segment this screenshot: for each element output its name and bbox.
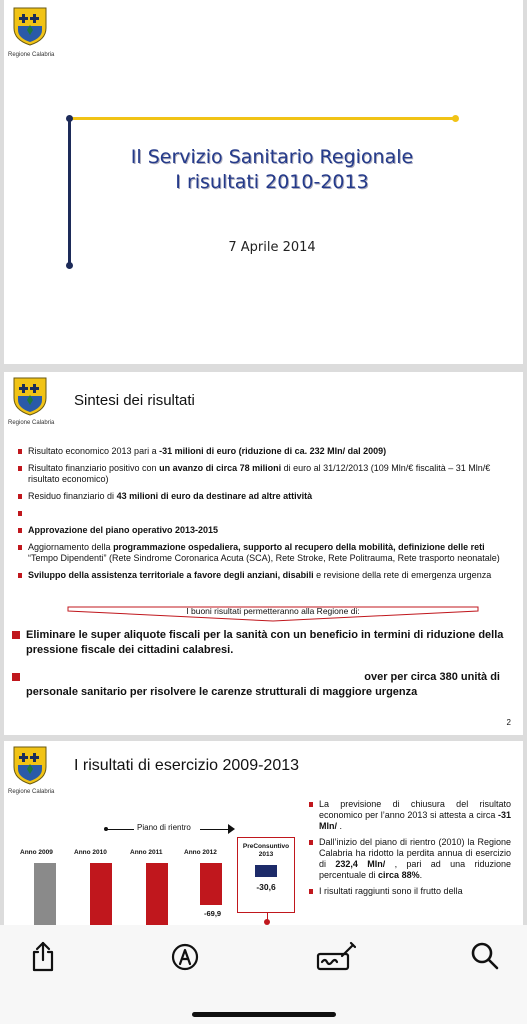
banner-text: I buoni risultati permetteranno alla Regione di: <box>186 606 360 616</box>
bar-2013 <box>255 865 277 877</box>
slide-title: I risultati di esercizio 2009-2013 <box>74 757 300 774</box>
share-icon[interactable] <box>28 940 58 972</box>
bullet-item: Risultato finanziario positivo con un avanzo di circa 78 milioni di euro al 31/12/2013 (109 Mln/€ fiscalità – 31 Mln/€ risultato economico) <box>18 463 512 485</box>
regione-calabria-crest-icon <box>12 745 48 785</box>
results-bullet-list <box>309 799 511 902</box>
title-line-2: I risultati 2010-2013 <box>175 171 369 193</box>
bullet-item: Dall’inizio del piano di rientro (2010) la Regione Calabria ha ridotto la perdita annua di esercizio di 232,4 Mln/ , pari ad una riduzione percentuale di circa 88%. <box>309 837 511 881</box>
bullet-item: La previsione di chiusura del risultato economico per l’anno 2013 si attesta a circa -31 Mln/ . <box>309 799 511 832</box>
home-indicator <box>192 1012 336 1017</box>
slide-title: Sintesi dei risultati <box>74 392 195 409</box>
bullet-item: Aggiornamento della programmazione ospedaliera, supporto al recupero della mobilità, definizione delle reti “Tempo Dipendenti” (Rete Sindrome Coronarica Acuta (SCA), Rete Stroke, Rete Politrauma, Rete trasporto neonatale) <box>18 542 512 564</box>
bullet-item: I risultati raggiunti sono il frutto della <box>309 886 511 897</box>
goal-item-2-line-1: over per circa 380 unità di <box>364 671 500 683</box>
value-label-2012: -69,9 <box>204 909 222 918</box>
slide-1[interactable] <box>4 0 523 364</box>
regione-calabria-crest-icon <box>12 376 48 416</box>
goal-item-1: Eliminare le super aliquote fiscali per la sanità con un beneficio in termini di riduzione della pressione fiscale dei cittadini calabresi. <box>12 628 508 658</box>
decorative-dot-top <box>66 115 73 122</box>
regione-calabria-crest-icon <box>12 6 48 46</box>
decorative-yellow-line <box>70 117 456 120</box>
region-label: Regione Calabria <box>8 789 55 795</box>
summary-bullet-list <box>18 446 512 587</box>
year-label-2012: Anno 2012 <box>184 849 217 856</box>
value-label-2013: -30,6 <box>256 882 276 892</box>
title-line-1: Il Servizio Sanitario Regionale <box>130 146 414 168</box>
bullet-item: Approvazione del piano operativo 2013-2015 <box>18 525 512 536</box>
goal-item-2 <box>12 670 508 700</box>
bullet-item: Residuo finanziario di 43 milioni di euro da destinare ad altre attività <box>18 491 512 502</box>
piano-arrow-right <box>228 824 235 834</box>
piano-label: Piano di rientro <box>134 823 194 832</box>
year-label-2010: Anno 2010 <box>74 849 107 856</box>
decorative-yellow-dot <box>452 115 459 122</box>
preconsuntivo-label: PreConsuntivo 2013 <box>242 843 290 858</box>
region-label: Regione Calabria <box>8 52 55 58</box>
presentation-date: 7 Aprile 2014 <box>228 240 316 255</box>
slide-2[interactable] <box>4 372 523 735</box>
page-number: 2 <box>506 718 511 727</box>
goal-item-2-line-2: personale sanitario per risolvere le carenze strutturali di maggiore urgenza <box>26 686 418 698</box>
piano-dot-left <box>104 827 108 831</box>
decorative-dot-bottom <box>66 262 73 269</box>
decorative-vertical-line <box>68 118 71 266</box>
region-label: Regione Calabria <box>8 420 55 426</box>
bottom-toolbar <box>0 925 527 1024</box>
piano-line-left <box>106 829 134 830</box>
slide-3[interactable] <box>4 741 523 941</box>
bullet-item: Risultato economico 2013 pari a -31 milioni di euro (riduzione di ca. 232 Mln/ dal 2009) <box>18 446 512 457</box>
year-label-2009: Anno 2009 <box>20 849 53 856</box>
bar-2012 <box>200 863 222 905</box>
results-banner <box>66 605 480 623</box>
year-label-2011: Anno 2011 <box>130 849 163 856</box>
signature-icon[interactable] <box>316 940 356 972</box>
search-icon[interactable] <box>470 940 500 972</box>
piano-di-rientro-marker <box>104 823 234 835</box>
bullet-item-empty <box>18 508 512 519</box>
markup-pen-icon[interactable] <box>170 940 200 972</box>
preconsuntivo-2013-box <box>237 837 295 913</box>
presentation-title <box>92 145 452 195</box>
bullet-item: Sviluppo della assistenza territoriale a favore degli anziani, disabili e revisione della rete di emergenza urgenza <box>18 570 512 581</box>
